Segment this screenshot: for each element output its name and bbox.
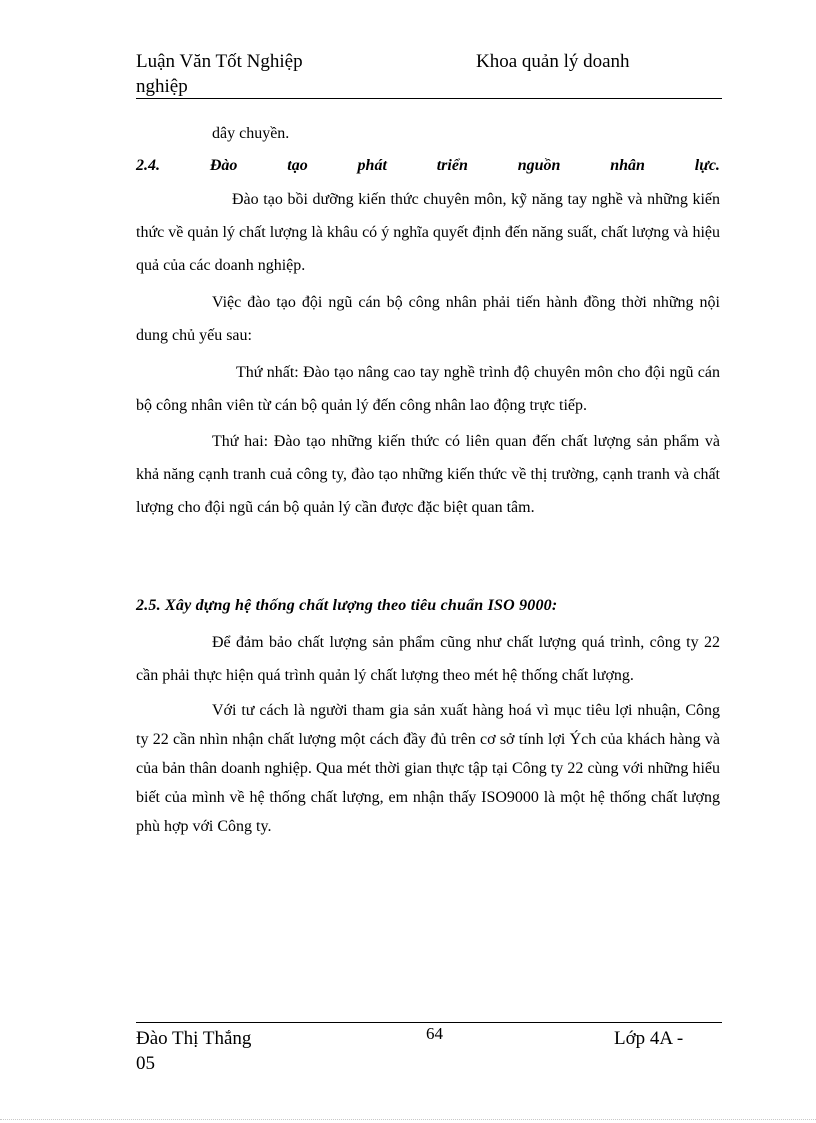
heading-word: lực. [694,157,720,174]
paragraph-line: dây chuyền. [212,125,290,142]
section-heading-2-4 [136,152,720,180]
heading-word: tạo [287,157,308,174]
page-edge-divider [0,1119,816,1120]
heading-word: triển [436,157,468,174]
intro-fragment [136,118,720,149]
footer-author: Đào Thị Thắng [136,1028,252,1049]
heading-word: phát [357,157,387,174]
footer-class: Lớp 4A - [614,1028,684,1049]
paragraph: Đào tạo bồi dưỡng kiến thức chuyên môn, kỹ năng tay nghề và những kiến thức về quản lý chất lượng là khâu có ý nghĩa quyết định đến năng suất, chất lượng và hiệu quả của các doanh nghiệp. [136,191,720,274]
header-title: Luận Văn Tốt Nghiệp [136,51,303,72]
paragraph: Thứ hai: Đào tạo những kiến thức có liên quan đến chất lượng sản phẩm và khả năng cạnh tranh cuả công ty, đào tạo những kiến thức về thị trường, cạnh tranh và chất lượng cho đội ngũ cán bộ quản lý cần được đặc biệt quan tâm. [136,433,720,516]
header-title-continued: nghiệp [136,76,188,97]
footer-author-continued: 05 [136,1053,155,1074]
header-department: Khoa quản lý doanh [476,51,630,72]
header-rule [136,98,722,99]
page-number: 64 [426,1024,443,1043]
heading-word: 2.4. [136,157,160,174]
paragraph: Việc đào tạo đội ngũ cán bộ công nhân phải tiến hành đồng thời những nội dung chủ yếu sau: [136,294,720,344]
heading-word: nhân [610,157,645,174]
section-2-5-body [136,626,720,841]
section-heading-2-5: 2.5. Xây dựng hệ thống chất lượng theo tiêu chuẩn ISO 9000: [136,597,558,614]
footer-rule [136,1022,722,1023]
paragraph: Với tư cách là người tham gia sản xuất hàng hoá vì mục tiêu lợi nhuận, Công ty 22 cần nhìn nhận chất lượng một cách đầy đủ trên cơ sở tính lợi Ých của khách hàng và của bản thân doanh nghiệp. Qua mét thời gian thực tập tại Công ty 22 cùng với những hiểu biết của mình về hệ thống chất lượng, em nhận thấy ISO9000 là một hệ thống chất lượng phù hợp với Công ty. [136,702,720,835]
paragraph: Thứ nhất: Đào tạo nâng cao tay nghề trình độ chuyên môn cho đội ngũ cán bộ công nhân viên từ cán bộ quản lý đến công nhân lao động trực tiếp. [136,364,720,414]
heading-word: nguồn [517,157,561,174]
heading-word: Đào [209,157,238,174]
paragraph: Để đảm bảo chất lượng sản phẩm cũng như chất lượng quá trình, công ty 22 cần phải thực hiện quá trình quản lý chất lượng theo mét hệ thống chất lượng. [136,634,720,684]
section-2-4-body [136,183,720,524]
